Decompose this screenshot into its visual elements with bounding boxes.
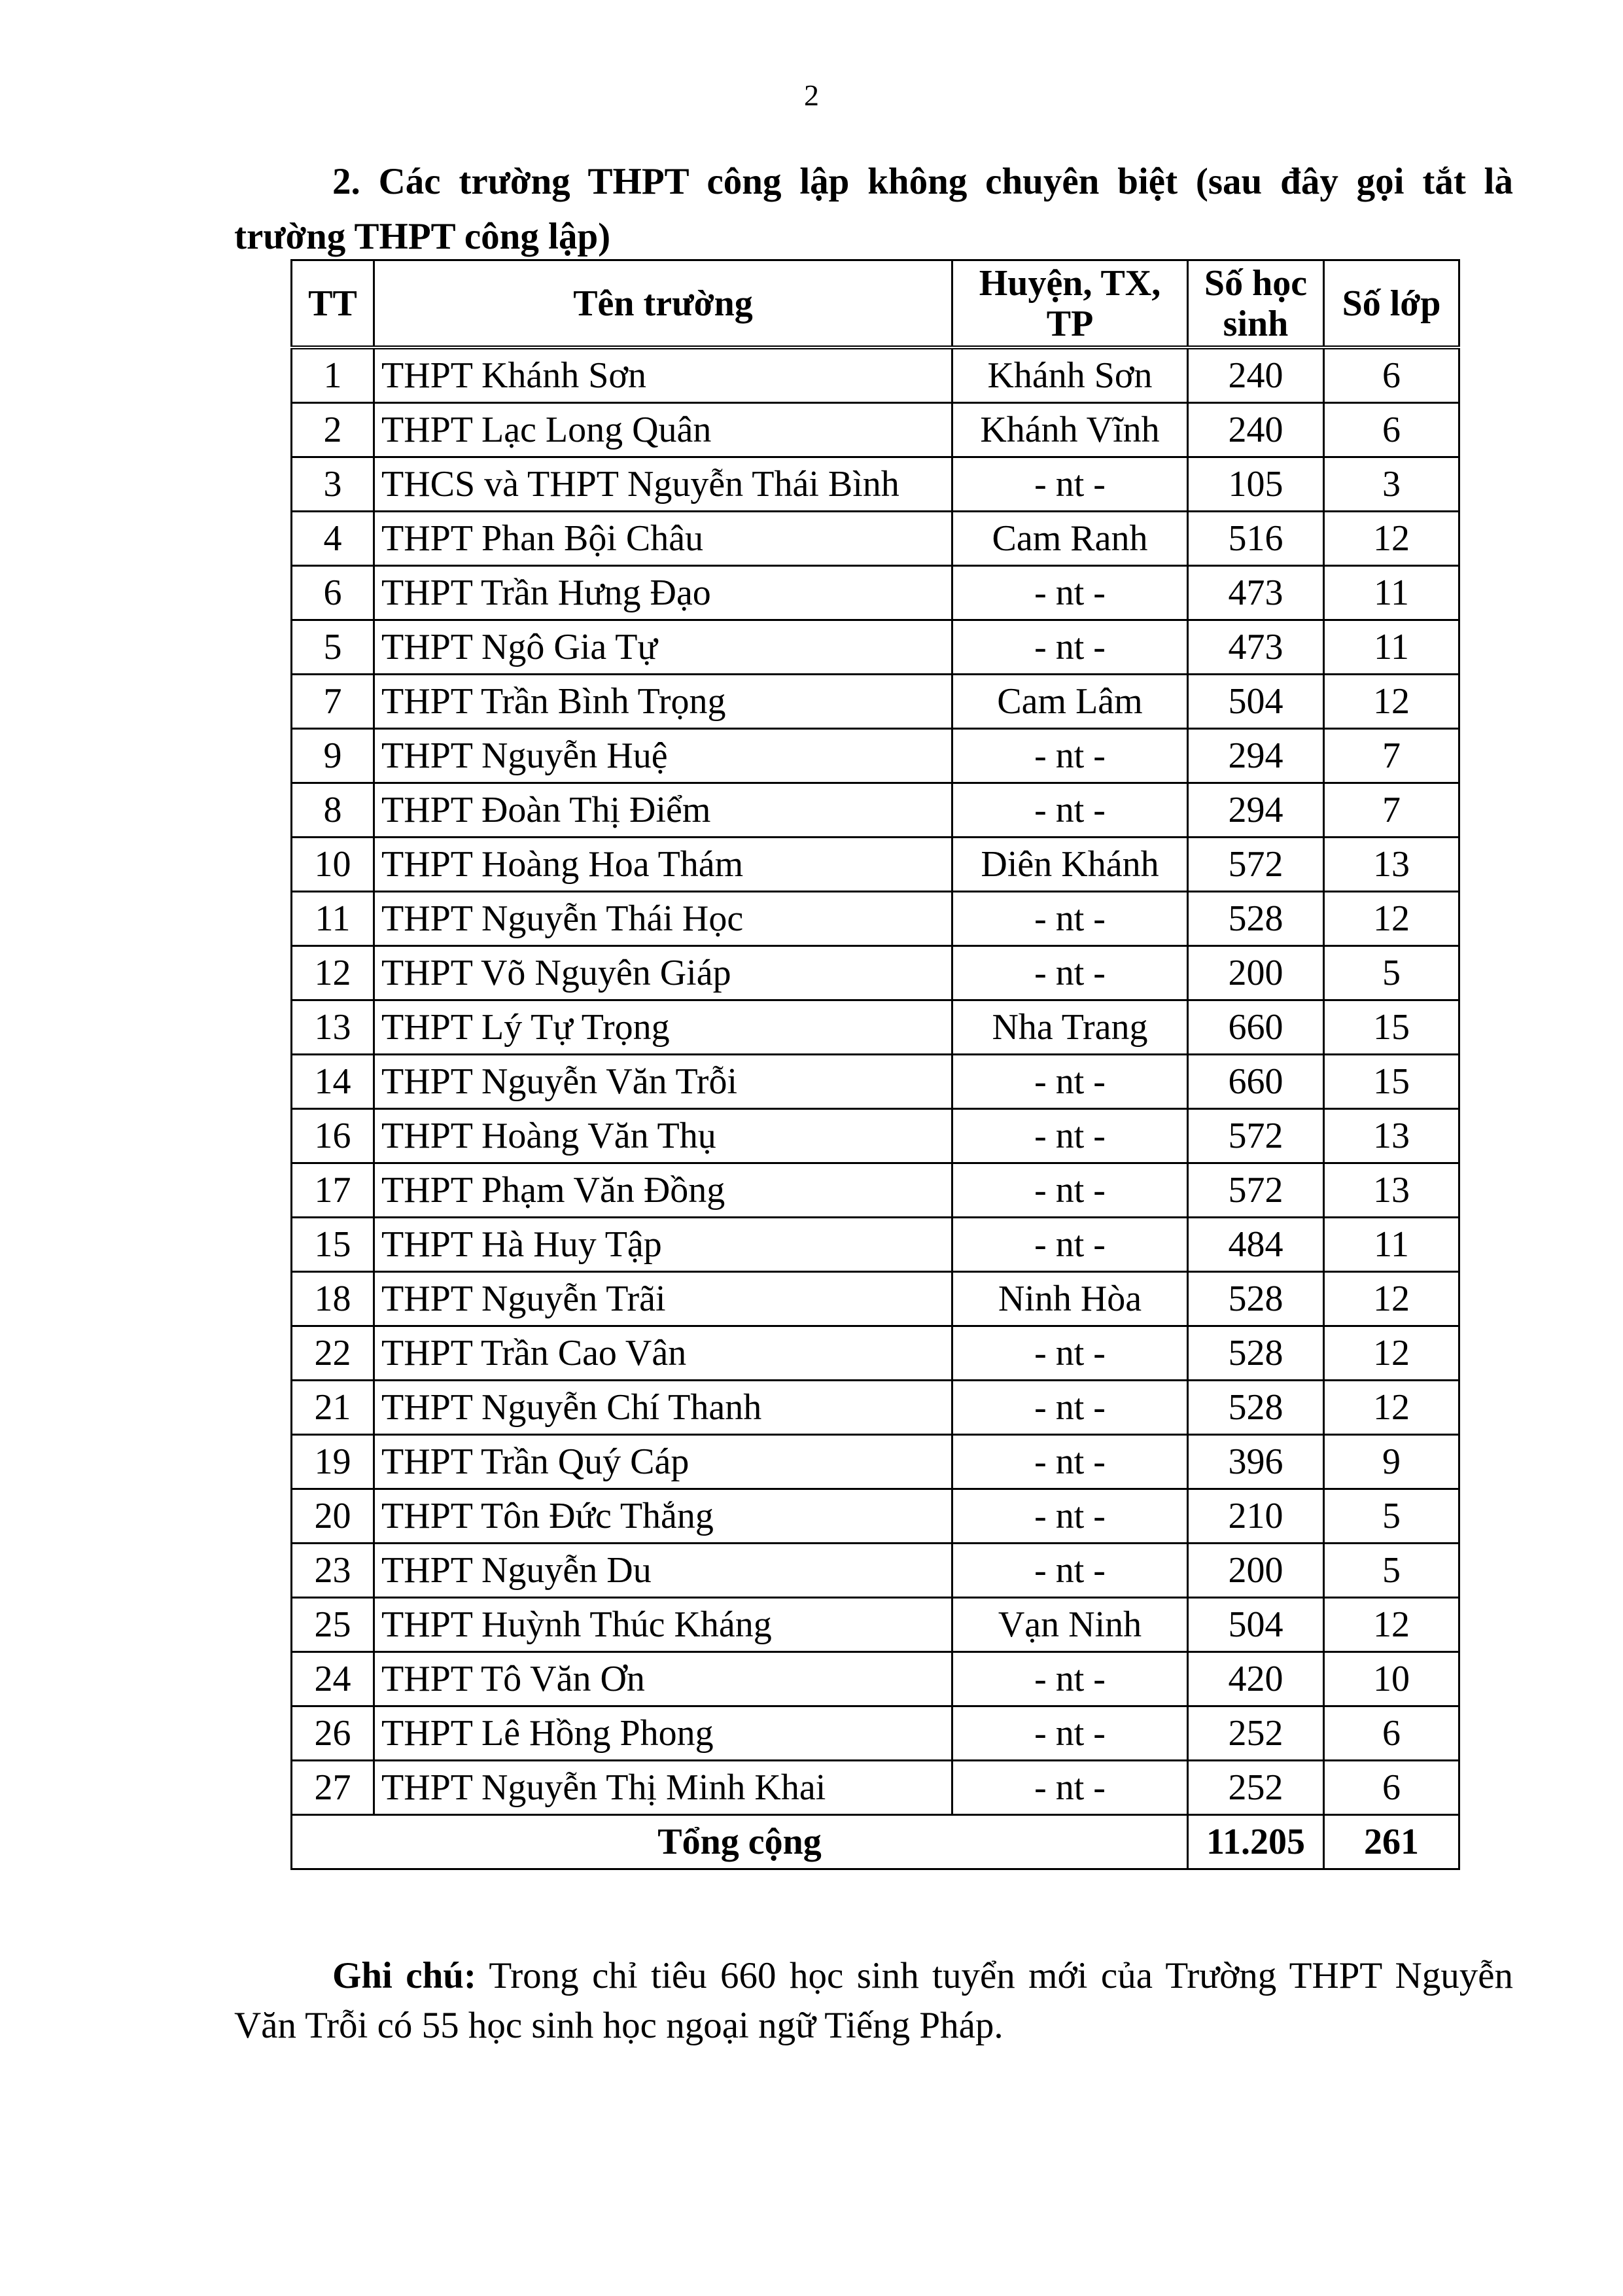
row-tt: 17 bbox=[292, 1163, 374, 1218]
table-row bbox=[292, 1000, 1459, 1055]
table-row bbox=[292, 1381, 1459, 1435]
row-student-count: 105 bbox=[1188, 457, 1324, 512]
row-student-count: 294 bbox=[1188, 783, 1324, 838]
row-school-name: THPT Nguyễn Huệ bbox=[374, 729, 952, 783]
row-class-count: 5 bbox=[1324, 1544, 1459, 1598]
row-district: Khánh Vĩnh bbox=[952, 403, 1188, 457]
row-student-count: 504 bbox=[1188, 675, 1324, 729]
row-student-count: 396 bbox=[1188, 1435, 1324, 1489]
row-tt: 7 bbox=[292, 675, 374, 729]
row-school-name: THPT Khánh Sơn bbox=[374, 347, 952, 403]
header-district: Huyện, TX, TP bbox=[952, 260, 1188, 348]
table-row bbox=[292, 946, 1459, 1000]
row-school-name: THCS và THPT Nguyễn Thái Bình bbox=[374, 457, 952, 512]
row-student-count: 200 bbox=[1188, 1544, 1324, 1598]
row-tt: 25 bbox=[292, 1598, 374, 1652]
row-district: - nt - bbox=[952, 1489, 1188, 1544]
row-tt: 5 bbox=[292, 620, 374, 675]
table-header-row bbox=[292, 260, 1459, 348]
row-district: - nt - bbox=[952, 1055, 1188, 1109]
row-district: - nt - bbox=[952, 1544, 1188, 1598]
row-class-count: 5 bbox=[1324, 1489, 1459, 1544]
row-tt: 24 bbox=[292, 1652, 374, 1706]
row-student-count: 240 bbox=[1188, 403, 1324, 457]
row-tt: 23 bbox=[292, 1544, 374, 1598]
row-school-name: THPT Hoàng Văn Thụ bbox=[374, 1109, 952, 1163]
table-row bbox=[292, 403, 1459, 457]
row-tt: 22 bbox=[292, 1326, 374, 1381]
row-school-name: THPT Nguyễn Thái Học bbox=[374, 892, 952, 946]
table-row bbox=[292, 1272, 1459, 1326]
row-tt: 11 bbox=[292, 892, 374, 946]
row-class-count: 3 bbox=[1324, 457, 1459, 512]
row-district: Cam Ranh bbox=[952, 512, 1188, 566]
row-class-count: 6 bbox=[1324, 403, 1459, 457]
row-student-count: 660 bbox=[1188, 1055, 1324, 1109]
table-row bbox=[292, 675, 1459, 729]
table-row bbox=[292, 1761, 1459, 1815]
row-class-count: 11 bbox=[1324, 620, 1459, 675]
total-row bbox=[292, 1815, 1459, 1869]
row-district: - nt - bbox=[952, 1163, 1188, 1218]
row-district: - nt - bbox=[952, 620, 1188, 675]
row-tt: 8 bbox=[292, 783, 374, 838]
row-district: - nt - bbox=[952, 1706, 1188, 1761]
row-student-count: 572 bbox=[1188, 1163, 1324, 1218]
row-class-count: 13 bbox=[1324, 838, 1459, 892]
row-student-count: 252 bbox=[1188, 1761, 1324, 1815]
header-school-name: Tên trường bbox=[374, 260, 952, 348]
table-row bbox=[292, 1055, 1459, 1109]
row-school-name: THPT Trần Cao Vân bbox=[374, 1326, 952, 1381]
row-student-count: 528 bbox=[1188, 1272, 1324, 1326]
row-student-count: 572 bbox=[1188, 1109, 1324, 1163]
table-row bbox=[292, 729, 1459, 783]
row-tt: 26 bbox=[292, 1706, 374, 1761]
table-row bbox=[292, 783, 1459, 838]
row-student-count: 210 bbox=[1188, 1489, 1324, 1544]
table-row bbox=[292, 1706, 1459, 1761]
row-class-count: 11 bbox=[1324, 566, 1459, 620]
row-tt: 18 bbox=[292, 1272, 374, 1326]
row-class-count: 7 bbox=[1324, 729, 1459, 783]
row-student-count: 516 bbox=[1188, 512, 1324, 566]
row-school-name: THPT Trần Quý Cáp bbox=[374, 1435, 952, 1489]
row-tt: 21 bbox=[292, 1381, 374, 1435]
row-school-name: THPT Đoàn Thị Điểm bbox=[374, 783, 952, 838]
row-district: Diên Khánh bbox=[952, 838, 1188, 892]
row-tt: 19 bbox=[292, 1435, 374, 1489]
total-students: 11.205 bbox=[1188, 1815, 1324, 1869]
header-class-count: Số lớp bbox=[1324, 260, 1459, 348]
row-school-name: THPT Huỳnh Thúc Kháng bbox=[374, 1598, 952, 1652]
header-student-count: Số học sinh bbox=[1188, 260, 1324, 348]
row-tt: 13 bbox=[292, 1000, 374, 1055]
table-row bbox=[292, 892, 1459, 946]
row-school-name: THPT Nguyễn Chí Thanh bbox=[374, 1381, 952, 1435]
row-school-name: THPT Phan Bội Châu bbox=[374, 512, 952, 566]
row-district: Ninh Hòa bbox=[952, 1272, 1188, 1326]
table-row bbox=[292, 1163, 1459, 1218]
row-tt: 4 bbox=[292, 512, 374, 566]
row-student-count: 473 bbox=[1188, 566, 1324, 620]
row-district: - nt - bbox=[952, 1218, 1188, 1272]
row-tt: 14 bbox=[292, 1055, 374, 1109]
row-student-count: 294 bbox=[1188, 729, 1324, 783]
row-class-count: 15 bbox=[1324, 1000, 1459, 1055]
row-district: - nt - bbox=[952, 1381, 1188, 1435]
row-class-count: 13 bbox=[1324, 1163, 1459, 1218]
row-student-count: 504 bbox=[1188, 1598, 1324, 1652]
row-school-name: THPT Phạm Văn Đồng bbox=[374, 1163, 952, 1218]
row-class-count: 11 bbox=[1324, 1218, 1459, 1272]
row-district: - nt - bbox=[952, 1435, 1188, 1489]
row-class-count: 13 bbox=[1324, 1109, 1459, 1163]
row-class-count: 6 bbox=[1324, 1761, 1459, 1815]
row-school-name: THPT Trần Hưng Đạo bbox=[374, 566, 952, 620]
row-school-name: THPT Hoàng Hoa Thám bbox=[374, 838, 952, 892]
row-student-count: 200 bbox=[1188, 946, 1324, 1000]
row-class-count: 5 bbox=[1324, 946, 1459, 1000]
table-row bbox=[292, 457, 1459, 512]
row-tt: 15 bbox=[292, 1218, 374, 1272]
row-district: - nt - bbox=[952, 1761, 1188, 1815]
row-class-count: 6 bbox=[1324, 347, 1459, 403]
table-row bbox=[292, 1544, 1459, 1598]
row-class-count: 12 bbox=[1324, 675, 1459, 729]
row-district: - nt - bbox=[952, 1326, 1188, 1381]
row-district: Vạn Ninh bbox=[952, 1598, 1188, 1652]
row-tt: 9 bbox=[292, 729, 374, 783]
note-text: Trong chỉ tiêu 660 học sinh tuyển mới của Trường THPT Nguyễn Văn Trỗi có 55 học sinh học ngoại ngữ Tiếng Pháp. bbox=[234, 1955, 1513, 2046]
table-row bbox=[292, 1652, 1459, 1706]
table-row bbox=[292, 620, 1459, 675]
page-number: 2 bbox=[804, 79, 819, 112]
table-row bbox=[292, 1598, 1459, 1652]
row-school-name: THPT Lê Hồng Phong bbox=[374, 1706, 952, 1761]
row-student-count: 240 bbox=[1188, 347, 1324, 403]
row-student-count: 473 bbox=[1188, 620, 1324, 675]
row-tt: 1 bbox=[292, 347, 374, 403]
row-tt: 27 bbox=[292, 1761, 374, 1815]
row-class-count: 6 bbox=[1324, 1706, 1459, 1761]
row-school-name: THPT Nguyễn Du bbox=[374, 1544, 952, 1598]
row-school-name: THPT Ngô Gia Tự bbox=[374, 620, 952, 675]
row-class-count: 12 bbox=[1324, 512, 1459, 566]
row-district: Cam Lâm bbox=[952, 675, 1188, 729]
total-label: Tổng cộng bbox=[292, 1815, 1188, 1869]
schools-table bbox=[290, 259, 1460, 1870]
row-class-count: 10 bbox=[1324, 1652, 1459, 1706]
row-tt: 6 bbox=[292, 566, 374, 620]
row-school-name: THPT Trần Bình Trọng bbox=[374, 675, 952, 729]
total-classes: 261 bbox=[1324, 1815, 1459, 1869]
row-tt: 2 bbox=[292, 403, 374, 457]
row-district: - nt - bbox=[952, 946, 1188, 1000]
row-student-count: 572 bbox=[1188, 838, 1324, 892]
table-row bbox=[292, 512, 1459, 566]
row-class-count: 12 bbox=[1324, 892, 1459, 946]
row-class-count: 15 bbox=[1324, 1055, 1459, 1109]
table-row bbox=[292, 347, 1459, 403]
table-body bbox=[292, 347, 1459, 1815]
row-class-count: 12 bbox=[1324, 1598, 1459, 1652]
row-student-count: 528 bbox=[1188, 1381, 1324, 1435]
table-row bbox=[292, 1435, 1459, 1489]
row-school-name: THPT Nguyễn Thị Minh Khai bbox=[374, 1761, 952, 1815]
row-class-count: 12 bbox=[1324, 1381, 1459, 1435]
row-student-count: 484 bbox=[1188, 1218, 1324, 1272]
row-district: - nt - bbox=[952, 566, 1188, 620]
row-student-count: 420 bbox=[1188, 1652, 1324, 1706]
row-tt: 12 bbox=[292, 946, 374, 1000]
note-label: Ghi chú: bbox=[332, 1955, 476, 1996]
row-student-count: 528 bbox=[1188, 892, 1324, 946]
row-district: - nt - bbox=[952, 783, 1188, 838]
row-tt: 10 bbox=[292, 838, 374, 892]
row-class-count: 12 bbox=[1324, 1272, 1459, 1326]
row-school-name: THPT Hà Huy Tập bbox=[374, 1218, 952, 1272]
row-tt: 20 bbox=[292, 1489, 374, 1544]
table-row bbox=[292, 1489, 1459, 1544]
row-school-name: THPT Tôn Đức Thắng bbox=[374, 1489, 952, 1544]
row-district: - nt - bbox=[952, 729, 1188, 783]
row-class-count: 12 bbox=[1324, 1326, 1459, 1381]
row-district: - nt - bbox=[952, 457, 1188, 512]
row-tt: 16 bbox=[292, 1109, 374, 1163]
row-class-count: 9 bbox=[1324, 1435, 1459, 1489]
row-district: - nt - bbox=[952, 1109, 1188, 1163]
row-tt: 3 bbox=[292, 457, 374, 512]
row-district: Nha Trang bbox=[952, 1000, 1188, 1055]
row-district: - nt - bbox=[952, 1652, 1188, 1706]
row-school-name: THPT Lạc Long Quân bbox=[374, 403, 952, 457]
table-row bbox=[292, 1326, 1459, 1381]
row-school-name: THPT Nguyễn Trãi bbox=[374, 1272, 952, 1326]
row-school-name: THPT Võ Nguyên Giáp bbox=[374, 946, 952, 1000]
table-row bbox=[292, 1218, 1459, 1272]
note-paragraph bbox=[234, 1951, 1513, 2051]
table-row bbox=[292, 838, 1459, 892]
table-row bbox=[292, 566, 1459, 620]
row-school-name: THPT Lý Tự Trọng bbox=[374, 1000, 952, 1055]
row-student-count: 252 bbox=[1188, 1706, 1324, 1761]
row-district: - nt - bbox=[952, 892, 1188, 946]
header-tt: TT bbox=[292, 260, 374, 348]
row-class-count: 7 bbox=[1324, 783, 1459, 838]
row-student-count: 660 bbox=[1188, 1000, 1324, 1055]
row-district: Khánh Sơn bbox=[952, 347, 1188, 403]
row-school-name: THPT Tô Văn Ơn bbox=[374, 1652, 952, 1706]
row-student-count: 528 bbox=[1188, 1326, 1324, 1381]
table-row bbox=[292, 1109, 1459, 1163]
row-school-name: THPT Nguyễn Văn Trỗi bbox=[374, 1055, 952, 1109]
section-heading: 2. Các trường THPT công lập không chuyên biệt (sau đây gọi tắt là trường THPT công lập) bbox=[234, 161, 1513, 257]
